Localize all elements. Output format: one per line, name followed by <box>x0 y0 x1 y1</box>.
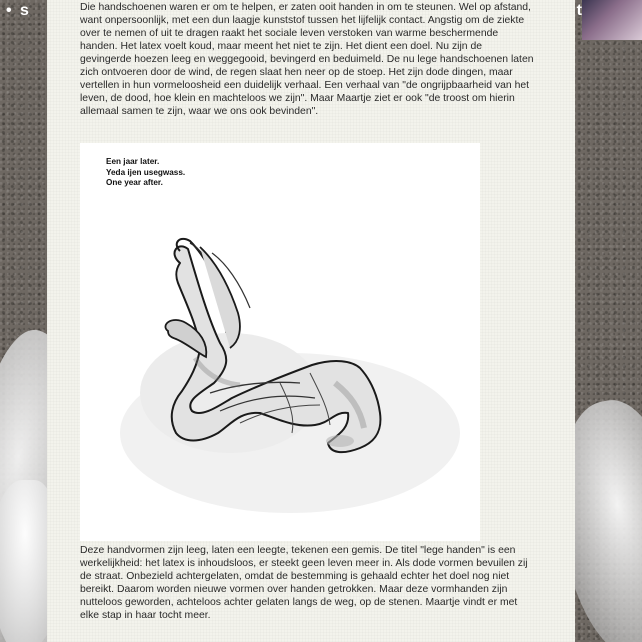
thumbnail-corner-image[interactable] <box>582 0 642 40</box>
glove-drawing <box>80 143 480 541</box>
article-paragraph-body: Deze handvormen zijn leeg, laten een leegte, tekenen een gemis. De titel "lege handen" is een werkelijkheid: het latex is inhoudsloos, er steekt geen leven meer in. Als dode vormen bevuilen zij de straat. Onbezield achtergelaten, omdat de bestemming is gehaald echter het doel nog niet bereikt. Daarom worden nieuwe vormen over handen getrokken. Maar deze vormhanden zijn nutteloos geworden, achteloos achter gelaten langs de weg, op de stenen. Maartje vindt er met elke stap in haar tocht meer. <box>80 545 528 621</box>
caption-line-dutch: Een jaar later. <box>106 157 160 166</box>
caption-line-english: One year after. <box>106 178 163 187</box>
article-illustration <box>80 143 480 541</box>
illustration-caption <box>106 157 185 189</box>
article-paragraph-intro: Die handschoenen waren er om te helpen, er zaten ooit handen in om te steunen. Wel op afstand, want onpersoonlijk, met een dun laagje kunststof tussen het lijfelijk contact. Angstig om de ziekte over te nemen of uit te dragen raakt het sociale leven verstoken van warme beschermende handen. Het latex voelt koud, maar meent het niet te zijn. Het dient een doel. Nu zijn de gevingerde hoezen leeg en weggegooid, bevingerd en beduimeld. De nu lege handschoenen laten zich ontvoeren door de wind, de regen slaat hen neer op de stoep. Het zijn dode dingen, maar vertellen in hun vormeloosheid een duidelijk verhaal. Een verhaal van "de ongrijpbaarheid van het leven, de dood, hoe klein en machteloos we zijn". Maar Maartje ziet er ook "de troost om hierin allemaal samen te zijn, waar we ons ook bevinden". <box>80 2 534 117</box>
article-column <box>47 0 575 642</box>
caption-line-dialect: Yeda ijen usegwass. <box>106 167 186 177</box>
site-nav-fragment[interactable]: t <box>576 2 582 19</box>
site-logo-fragment[interactable]: • s <box>6 2 31 19</box>
